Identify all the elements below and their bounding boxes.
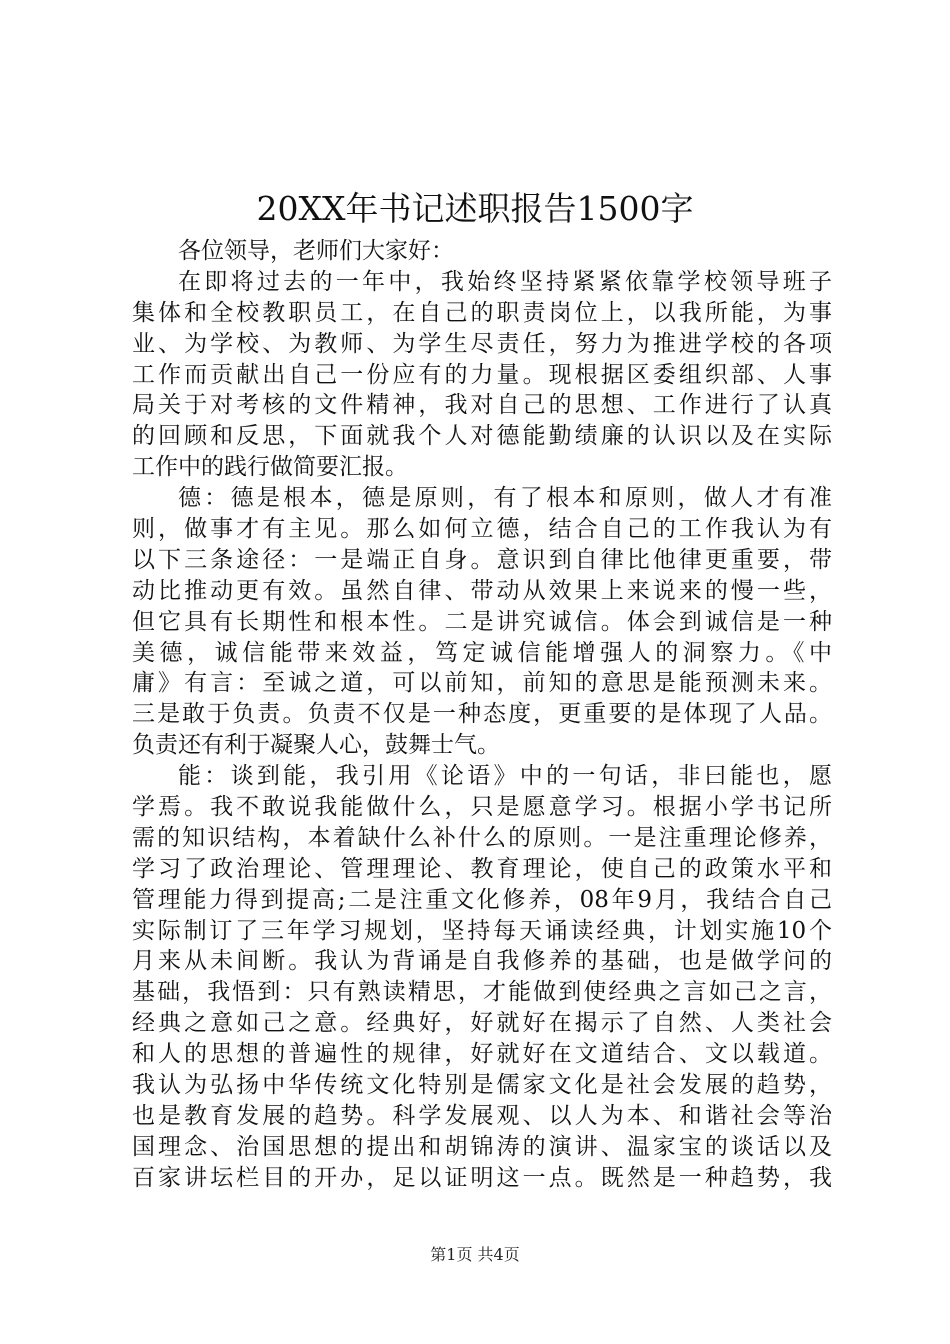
body-text-line: 国理念、治国思想的提出和胡锦涛的演讲、温家宝的谈话以及 bbox=[132, 1133, 832, 1160]
body-text-line: 动比推动更有效。虽然自律、带动从效果上来说来的慢一些， bbox=[132, 577, 832, 604]
body-text-line: 管理能力得到提高;二是注重文化修养，08年9月，我结合自己 bbox=[132, 886, 832, 913]
body-text-line: 庸》有言：至诚之道，可以前知，前知的意思是能预测未来。 bbox=[132, 670, 832, 697]
body-text-line: 也是教育发展的趋势。科学发展观、以人为本、和谐社会等治 bbox=[132, 1102, 832, 1129]
body-text-line: 月来从未间断。我认为背诵是自我修养的基础，也是做学问的 bbox=[132, 948, 832, 975]
body-text-line: 局关于对考核的文件精神，我对自己的思想、工作进行了认真 bbox=[132, 392, 832, 419]
body-text-line: 工作中的践行做简要汇报。 bbox=[132, 454, 408, 481]
page-footer: 第1页 共4页 bbox=[430, 1245, 520, 1264]
body-text-line: 三是敢于负责。负责不仅是一种态度，更重要的是体现了人品。 bbox=[132, 701, 832, 728]
document-body bbox=[132, 236, 832, 1194]
body-text-line: 德：德是根本，德是原则，有了根本和原则，做人才有准 bbox=[178, 485, 832, 512]
body-text-line: 百家讲坛栏目的开办，足以证明这一点。既然是一种趋势，我 bbox=[132, 1164, 832, 1191]
body-text-line: 学焉。我不敢说我能做什么，只是愿意学习。根据小学书记所 bbox=[132, 794, 832, 821]
body-text-line: 基础，我悟到：只有熟读精思，才能做到使经典之言如己之言， bbox=[132, 979, 832, 1006]
body-text-line: 经典之意如己之意。经典好，好就好在揭示了自然、人类社会 bbox=[132, 1010, 832, 1037]
body-text-line: 负责还有利于凝聚人心，鼓舞士气。 bbox=[132, 732, 500, 759]
body-text-line: 我认为弘扬中华传统文化特别是儒家文化是社会发展的趋势， bbox=[132, 1072, 832, 1099]
body-text-line: 在即将过去的一年中，我始终坚持紧紧依靠学校领导班子 bbox=[178, 268, 832, 295]
body-text-line: 则，做事才有主见。那么如何立德，结合自己的工作我认为有 bbox=[132, 516, 832, 543]
body-text-line: 各位领导，老师们大家好： bbox=[178, 238, 454, 264]
body-text-line: 和人的思想的普遍性的规律，好就好在文道结合、文以载道。 bbox=[132, 1041, 832, 1068]
body-text-line: 但它具有长期性和根本性。二是讲究诚信。体会到诚信是一种 bbox=[132, 608, 832, 635]
body-text-line: 业、为学校、为教师、为学生尽责任，努力为推进学校的各项 bbox=[132, 330, 832, 357]
body-text-line: 集体和全校教职员工，在自己的职责岗位上，以我所能，为事 bbox=[132, 299, 832, 326]
document-title: 20XX年书记述职报告1500字 bbox=[256, 189, 694, 228]
body-text-line: 能：谈到能，我引用《论语》中的一句话，非曰能也，愿 bbox=[178, 763, 832, 790]
body-text-line: 实际制订了三年学习规划，坚持每天诵读经典，计划实施10个 bbox=[132, 917, 832, 944]
body-text-line: 的回顾和反思，下面就我个人对德能勤绩廉的认识以及在实际 bbox=[132, 423, 832, 450]
body-text-line: 学习了政治理论、管理理论、教育理论，使自己的政策水平和 bbox=[132, 855, 832, 882]
body-text-line: 以下三条途径：一是端正自身。意识到自律比他律更重要，带 bbox=[132, 546, 832, 573]
body-text-line: 工作而贡献出自己一份应有的力量。现根据区委组织部、人事 bbox=[132, 361, 832, 388]
body-text-line: 美德，诚信能带来效益，笃定诚信能增强人的洞察力。《中 bbox=[132, 639, 832, 666]
body-text-line: 需的知识结构，本着缺什么补什么的原则。一是注重理论修养， bbox=[132, 824, 832, 851]
